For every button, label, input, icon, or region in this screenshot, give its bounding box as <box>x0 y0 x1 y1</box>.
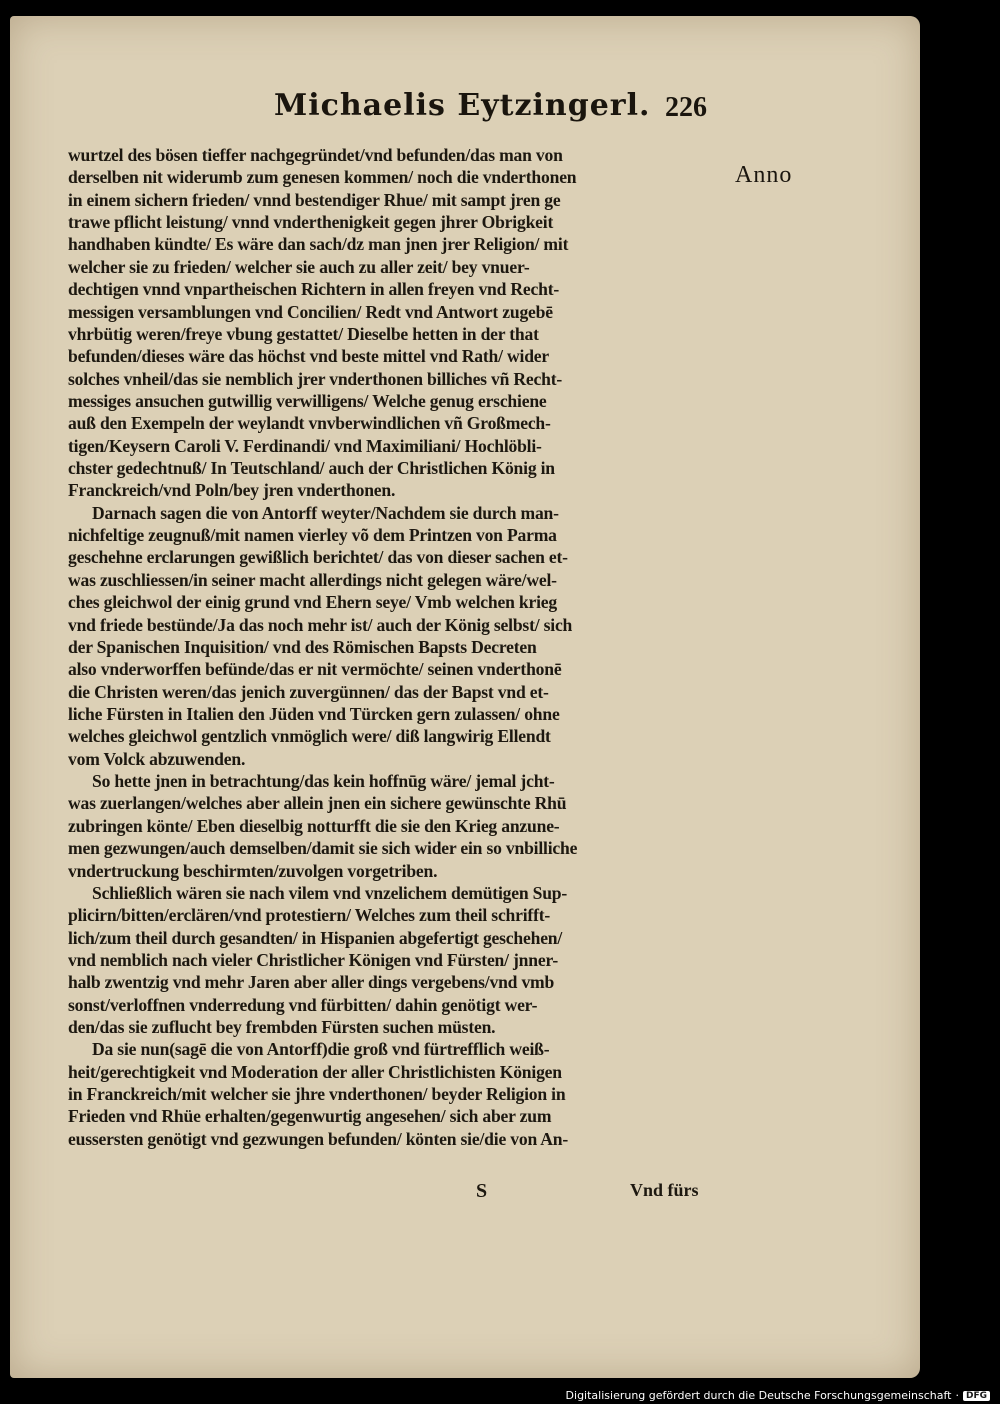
text-line: geschehne erclarungen gewißlich berichtet/ das von dieser sachen et- <box>68 547 568 568</box>
text-line: tigen/Keysern Caroli V. Ferdinandi/ vnd Maximiliani/ Hochlöbli- <box>68 435 542 456</box>
text-line: auß den Exempeln der weylandt vnvberwindlichen vñ Großmech- <box>68 413 551 434</box>
text-line: was zuerlangen/welches aber allein jnen ein sichere gewünschte Rhū <box>68 793 567 814</box>
text-line: sonst/verloffnen vnderredung vnd fürbitten/ dahin genötigt wer- <box>68 994 538 1015</box>
text-line: solches vnheil/das sie nemblich jrer vnderthonen billiches vñ Recht- <box>68 368 563 389</box>
text-line: die Christen weren/das jenich zuvergünnen/ das der Bapst vnd et- <box>68 681 549 702</box>
catchword: Vnd fürs <box>630 1180 699 1200</box>
text-line: also vnderworffen befünde/das er nit vermöchte/ seinen vnderthonē <box>68 659 562 680</box>
text-line: in Franckreich/mit welcher sie jhre vnderthonen/ beyder Religion in <box>68 1084 566 1105</box>
text-line: vndertruckung beschirmten/zuvolgen vorgetriben. <box>68 860 438 881</box>
text-line: men gezwungen/auch demselben/damit sie sich wider ein so vnbilliche <box>68 838 578 859</box>
text-line: wurtzel des bösen tieffer nachgegründet/vnd befunden/das man von <box>68 145 563 165</box>
text-line: heit/gerechtigkeit vnd Moderation der aller Christlichisten Königen <box>68 1061 562 1082</box>
text-line: messigen versamblungen vnd Concilien/ Redt vnd Antwort zugebē <box>68 301 553 322</box>
text-line: vnd friede bestünde/Ja das noch mehr ist/ auch der König selbst/ sich <box>68 614 573 635</box>
signature-mark: S <box>476 1180 488 1202</box>
text-line: befunden/dieses wäre das höchst vnd beste mittel vnd Rath/ wider <box>68 346 550 367</box>
text-line: nichfeltige zeugnuß/mit namen vierley võ dem Printzen von Parma <box>68 525 557 546</box>
text-line: Schließlich wären sie nach vilem vnd vnzelichem demütigen Sup- <box>92 882 568 903</box>
text-line: was zuschliessen/in seiner macht allerdings nicht gelegen wäre/wel- <box>68 569 557 590</box>
footer <box>566 1389 990 1402</box>
text-line: dechtigen vnnd vnpartheischen Richtern in allen freyen vnd Recht- <box>68 279 560 300</box>
book-page <box>10 16 920 1378</box>
text-line: der Spanischen Inquisition/ vnd des Römischen Bapsts Decreten <box>68 636 537 657</box>
text-line: lich/zum theil durch gesandten/ in Hispanien abgefertigt geschehen/ <box>68 927 563 948</box>
text-line: vnd nemblich nach vieler Christlicher Königen vnd Fürsten/ jnner- <box>68 949 559 970</box>
footer-credit: Digitalisierung gefördert durch die Deutsche Forschungsgemeinschaft <box>565 1389 952 1402</box>
text-line: eussersten genötigt vnd gezwungen befunden/ könten sie/die von An- <box>68 1128 569 1149</box>
text-line: in einem sichern frieden/ vnnd bestendiger Rhue/ mit sampt jren ge <box>68 189 561 210</box>
text-line: Darnach sagen die von Antorff weyter/Nachdem sie durch man- <box>92 502 559 523</box>
footer-separator: · <box>955 1389 959 1402</box>
text-line: zubringen könte/ Eben dieselbig notturfft die sie den Krieg anzune- <box>68 815 560 836</box>
running-head: Michaelis Eytzingerl. <box>274 88 651 123</box>
page-number: 226 <box>665 92 707 123</box>
text-line: welcher sie zu frieden/ welcher sie auch zu aller zeit/ bey vnuer- <box>68 256 530 277</box>
text-line: trawe pflicht leistung/ vnnd vnderthenigkeit gegen jhrer Obrigkeit <box>68 212 554 233</box>
text-line: den/das sie zuflucht bey frembden Fürsten suchen müsten. <box>68 1017 496 1038</box>
text-line: chster gedechtnuß/ In Teutschland/ auch der Christlichen König in <box>68 458 555 479</box>
text-line: handhaben kündte/ Es wäre dan sach/dz man jnen jrer Religion/ mit <box>68 234 569 255</box>
dfg-logo: DFG <box>963 1391 990 1401</box>
text-line: Frieden vnd Rhüe erhalten/gegenwurtig angesehen/ sich aber zum <box>68 1106 552 1127</box>
text-line: vhrbütig weren/freye vbung gestattet/ Dieselbe hetten in der that <box>68 323 539 344</box>
text-line: derselben nit widerumb zum genesen kommen/ noch die vnderthonen <box>68 167 577 188</box>
text-line: vom Volck abzuwenden. <box>68 748 246 769</box>
text-line: ches gleichwol der einig grund vnd Ehern seye/ Vmb welchen krieg <box>68 592 557 613</box>
text-line: halb zwentzig vnd mehr Jaren aber aller dings vergebens/vnd vmb <box>68 972 555 993</box>
text-line: plicirn/bitten/erclären/vnd protestiern/ Welches zum theil schrifft- <box>68 905 551 926</box>
text-line: messiges ansuchen gutwillig verwilligens/ Welche genug erschiene <box>68 390 547 411</box>
text-line: Franckreich/vnd Poln/bey jren vnderthonen. <box>68 480 396 501</box>
text-line: liche Fürsten in Italien den Jüden vnd Türcken gern zulassen/ ohne <box>68 704 560 724</box>
text-line: welches gleichwol gentzlich vnmöglich were/ diß langwirig Ellendt <box>68 726 551 747</box>
margin-note: Anno <box>735 162 793 188</box>
text-line: So hette jnen in betrachtung/das kein hoffnūg wäre/ jemal jcht- <box>92 771 555 792</box>
text-line: Da sie nun(sagē die von Antorff)die groß vnd fürtrefflich weiß- <box>92 1039 550 1060</box>
